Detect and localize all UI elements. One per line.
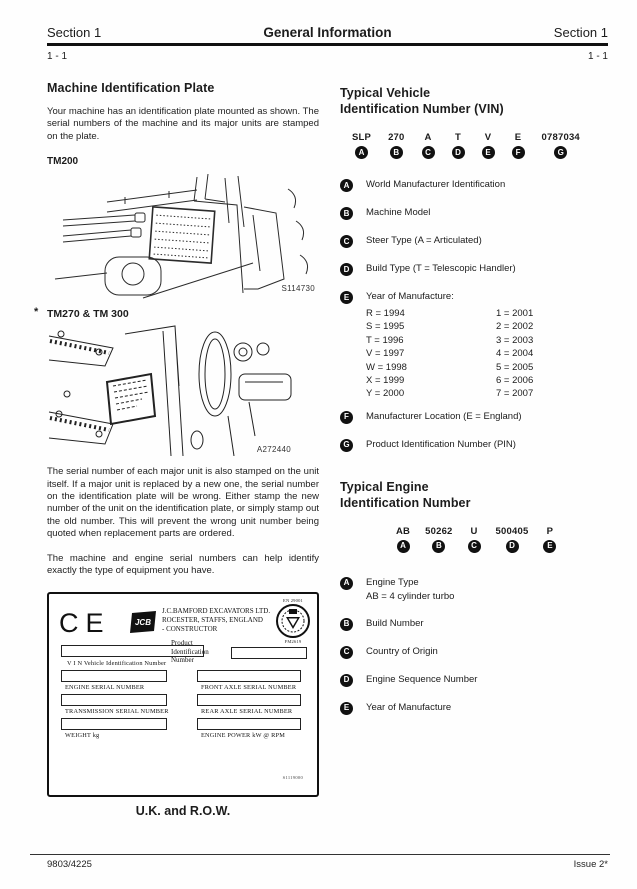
legend-item: [340, 291, 612, 304]
key-badge: B: [390, 146, 403, 159]
key-badge: A: [397, 540, 410, 553]
vin-segment: [482, 132, 495, 159]
engine-title-line1: Typical Engine: [340, 479, 429, 494]
company-line1: J.C.BAMFORD EXCAVATORS LTD.: [162, 607, 271, 616]
plate-ref: S1119000: [282, 775, 303, 781]
key-badge: B: [432, 540, 445, 553]
front-axle-label: FRONT AXLE SERIAL NUMBER: [201, 684, 297, 692]
vin-code: SLP: [352, 132, 372, 143]
engine-code: P: [546, 525, 554, 537]
vin-segment: [352, 132, 371, 159]
legend-text: Machine Model: [366, 207, 431, 218]
engine-segment: [496, 526, 529, 553]
year-cell: W = 1998: [366, 361, 407, 373]
vin-segment: [422, 132, 435, 159]
front-axle-field: [197, 670, 301, 682]
footer-rule: [30, 854, 610, 855]
vin-segment: [388, 132, 404, 159]
figure2: [47, 324, 319, 456]
key-badge: C: [468, 540, 481, 553]
header-rule: [47, 43, 608, 46]
vin-segment: [512, 132, 525, 159]
year-cell: S = 1995: [366, 321, 405, 333]
page-number-left: 1 - 1: [47, 51, 68, 62]
key-badge: F: [340, 411, 353, 424]
jcb-logo: [129, 611, 157, 633]
year-cell: 4 = 2004: [496, 348, 534, 360]
year-of-manufacture-table: [366, 307, 612, 401]
transmission-field: [61, 694, 167, 706]
seal-top-text: EN 29001: [283, 598, 303, 604]
identification-plate: [47, 592, 319, 797]
vin-title-line2: Identification Number (VIN): [340, 102, 504, 116]
company-line2: ROCESTER, STAFFS, ENGLAND: [162, 616, 263, 625]
key-badge: A: [355, 146, 368, 159]
year-cell: R = 1994: [366, 308, 405, 319]
engine-serial-field: [61, 670, 167, 682]
key-badge: G: [554, 146, 567, 159]
figure2-model-text: TM270 & TM 300: [47, 308, 129, 321]
legend-text: Year of Manufacture: [366, 701, 452, 713]
figure2-model-label: [34, 306, 319, 321]
company-line3: - CONSTRUCTOR: [162, 624, 218, 633]
rear-axle-field: [197, 694, 301, 706]
key-badge: D: [452, 146, 465, 159]
key-badge: E: [340, 702, 353, 715]
key-badge: F: [512, 146, 525, 159]
publication-number: 9803/4225: [47, 859, 92, 870]
legend-item: [340, 411, 612, 424]
right-column: [340, 85, 612, 730]
figure2-ref: A272440: [256, 445, 291, 455]
year-cell: Y = 2000: [366, 388, 405, 400]
key-badge: E: [482, 146, 495, 159]
vin-field-label: V I N Vehicle Identification Number: [67, 660, 167, 668]
engine-power-label: ENGINE POWER kW @ RPM: [201, 732, 286, 740]
year-cell: 1 = 2001: [496, 308, 534, 319]
vin-code: V: [484, 132, 492, 143]
header-section-right: Section 1: [553, 25, 608, 40]
key-badge: D: [340, 674, 353, 687]
paragraph-intro: Your machine has an identification plate mounted as shown. The serial numbers of the machine and its major units are stamped on the plate.: [47, 106, 319, 142]
footer: [47, 859, 608, 870]
legend-text: Build Number: [366, 617, 424, 629]
tm270-tm300-illustration: [47, 324, 302, 456]
vin-title-line1: Typical Vehicle: [340, 86, 431, 100]
legend-item: [340, 207, 612, 220]
year-cell: X = 1999: [366, 375, 405, 387]
vin-segment: [452, 132, 465, 159]
engine-segment: [468, 526, 481, 553]
vin-code: T: [455, 132, 462, 143]
key-badge: E: [340, 291, 353, 304]
year-cell: 2 = 2002: [496, 321, 534, 333]
pin-field: [231, 647, 307, 659]
figure1: [47, 171, 319, 299]
legend-item: [340, 646, 612, 659]
vin-code-row: [352, 132, 612, 159]
engine-section-title: [340, 479, 612, 511]
legend-item: [340, 702, 612, 715]
weight-field: [61, 718, 167, 730]
issue-number: Issue 2*: [573, 859, 608, 870]
engine-segment: [396, 526, 410, 553]
engine-code: AB: [396, 525, 411, 537]
pin-field-label: Product Identification Number: [171, 639, 209, 665]
year-cell: 5 = 2005: [496, 361, 534, 373]
jcb-logo-icon: [129, 611, 157, 633]
rear-axle-label: REAR AXLE SERIAL NUMBER: [201, 708, 293, 716]
left-title: Machine Identification Plate: [47, 81, 215, 95]
legend-text: Manufacturer Location (E = England): [366, 410, 522, 422]
header-title: General Information: [263, 25, 392, 40]
weight-label: WEIGHT kg: [65, 732, 100, 740]
vin-code: 270: [388, 132, 405, 143]
engine-power-field: [197, 718, 301, 730]
engine-code-row: [396, 526, 612, 553]
year-cell: T = 1996: [366, 334, 404, 346]
key-badge: D: [506, 540, 519, 553]
registered-firm-seal: [269, 598, 317, 644]
year-cell: V = 1997: [366, 348, 405, 360]
page-header: [47, 25, 608, 40]
vin-code: A: [424, 132, 432, 143]
vin-code: E: [514, 132, 522, 143]
seal-icon: [275, 603, 311, 639]
engine-type-sub: AB = 4 cylinder turbo: [366, 590, 455, 602]
asterisk-marker: *: [34, 306, 39, 319]
ce-mark: CE: [59, 608, 111, 639]
figure1-ref: S114730: [281, 284, 315, 294]
key-badge: C: [340, 646, 353, 659]
legend-text: [366, 577, 454, 603]
paragraph-serial: The serial number of each major unit is also stamped on the unit itself. If a major unit is replaced by a new one, the serial number on the identification plate will be wrong. Either stamp the new number of the unit on the identification plate, or simply stamp out the old number. This will prevent the wrong unit number being quoted when replacement parts are ordered.: [47, 466, 319, 540]
key-badge: G: [340, 439, 353, 452]
company-address: [162, 607, 280, 633]
header-section-left: Section 1: [47, 25, 102, 40]
engine-serial-label: ENGINE SERIAL NUMBER: [65, 684, 145, 692]
vin-segment: [542, 132, 580, 159]
legend-text: Build Type (T = Telescopic Handler): [366, 263, 516, 274]
figure1-model-label: TM200: [47, 156, 79, 168]
legend-item: [340, 674, 612, 687]
engine-type-line: Engine Type: [366, 576, 419, 588]
legend-text: World Manufacturer Identification: [366, 179, 506, 190]
legend-text: Product Identification Number (PIN): [366, 438, 516, 450]
year-cell: 6 = 2006: [496, 375, 534, 387]
engine-legend: [340, 577, 612, 715]
vin-section-title: [340, 85, 612, 117]
svg-text:JCB: JCB: [134, 618, 152, 628]
year-cell: 3 = 2003: [496, 334, 534, 346]
engine-code: 50262: [425, 525, 453, 537]
legend-item: [340, 235, 612, 248]
vin-code: 0787034: [541, 132, 580, 143]
legend-item: [340, 179, 612, 192]
page-number-row: [47, 51, 608, 62]
legend-text: Country of Origin: [366, 645, 438, 657]
key-badge: A: [340, 577, 353, 590]
key-badge: A: [340, 179, 353, 192]
key-badge: E: [543, 540, 556, 553]
engine-segment: [543, 526, 556, 553]
tm200-illustration: [47, 171, 317, 299]
legend-item: [340, 577, 612, 603]
plate-caption: U.K. and R.O.W.: [135, 804, 231, 819]
key-badge: B: [340, 618, 353, 631]
seal-bottom-text: FM2619: [284, 639, 302, 645]
paragraph-identify: The machine and engine serial numbers can help identify exactly the type of equipment you have.: [47, 552, 319, 577]
vin-legend: [340, 179, 612, 452]
legend-text: Engine Sequence Number: [366, 673, 478, 685]
legend-text: Year of Manufacture:: [366, 291, 454, 302]
engine-segment: [425, 526, 452, 553]
page-number-right: 1 - 1: [587, 51, 608, 62]
left-column: [34, 80, 319, 819]
key-badge: D: [340, 263, 353, 276]
year-cell: 7 = 2007: [496, 388, 534, 400]
key-badge: B: [340, 207, 353, 220]
key-badge: C: [422, 146, 435, 159]
legend-text: Steer Type (A = Articulated): [366, 235, 482, 246]
legend-item: [340, 263, 612, 276]
key-badge: C: [340, 235, 353, 248]
engine-code: 500405: [495, 525, 529, 537]
legend-item: [340, 439, 612, 452]
transmission-label: TRANSMISSION SERIAL NUMBER: [65, 708, 169, 716]
engine-title-line2: Identification Number: [340, 495, 471, 510]
legend-item: [340, 618, 612, 631]
engine-code: U: [470, 525, 478, 537]
